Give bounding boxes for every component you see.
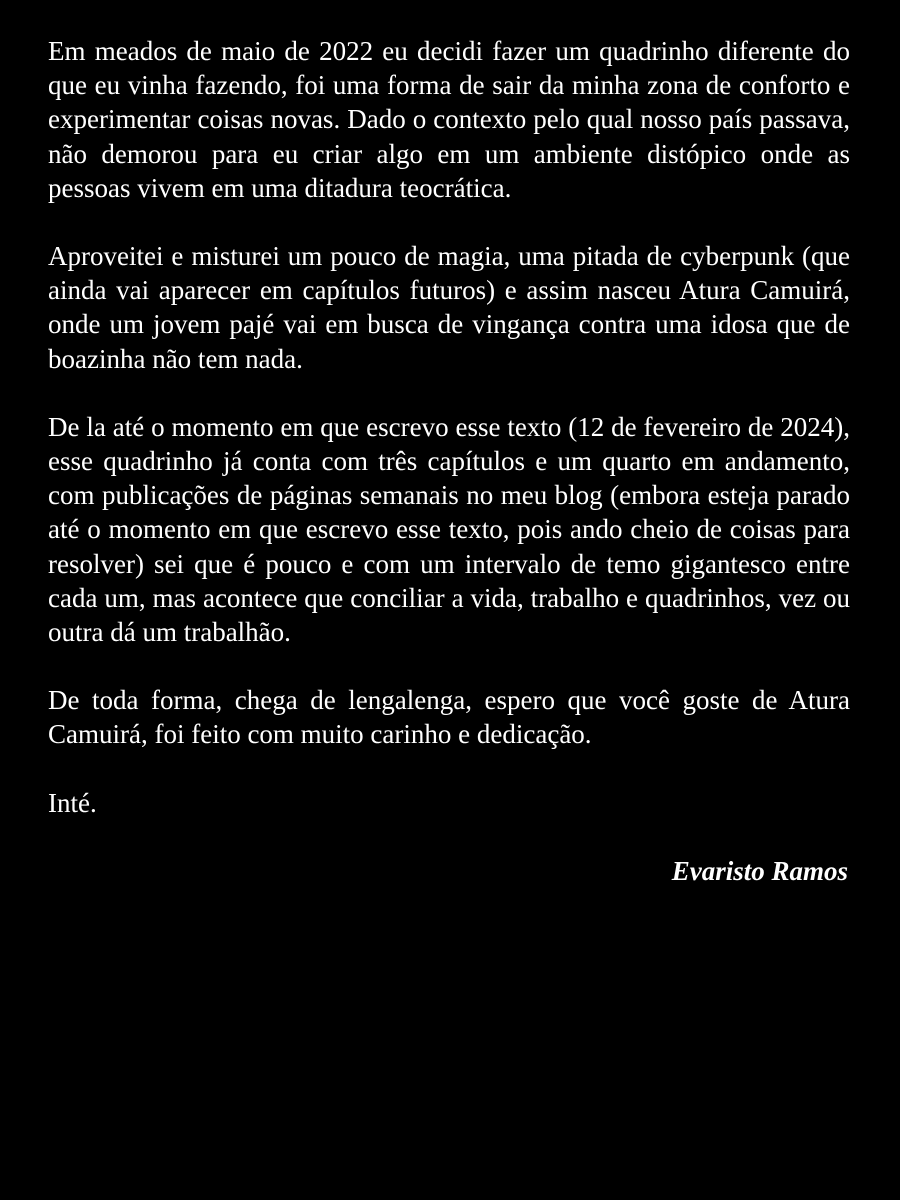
paragraph-farewell: Inté.: [48, 787, 97, 818]
paragraph-story: Aproveitei e misturei um pouco de magia, uma pitada de cyberpunk (que ainda vai aparecer em capítulos futuros) e assim nasceu Atura Camuirá, onde um jovem pajé vai em busca de vingança contra uma idosa que de boazinha não tem nada.: [48, 241, 850, 374]
paragraph-closing: De toda forma, chega de lengalenga, espero que você goste de Atura Camuirá, foi feito com muito carinho e dedicação.: [48, 685, 850, 750]
author-signature: Evaristo Ramos: [671, 855, 848, 886]
paragraph-progress: De la até o momento em que escrevo esse texto (12 de fevereiro de 2024), esse quadrinho já conta com três capítulos e um quarto em andamento, com publicações de páginas semanais no meu blog (embora esteja parado até o momento em que escrevo esse texto, pois ando cheio de coisas para resolver) sei que é pouco e com um intervalo de temo gigantesco entre cada um, mas acontece que conciliar a vida, trabalho e quadrinhos, vez ou outra dá um trabalhão.: [48, 411, 850, 648]
paragraph-intro: Em meados de maio de 2022 eu decidi fazer um quadrinho diferente do que eu vinha fazendo, foi uma forma de sair da minha zona de conforto e experimentar coisas novas. Dado o contexto pelo qual nosso país passava, não demorou para eu criar algo em um ambiente distópico onde as pessoas vivem em uma ditadura teocrática.: [48, 36, 850, 203]
